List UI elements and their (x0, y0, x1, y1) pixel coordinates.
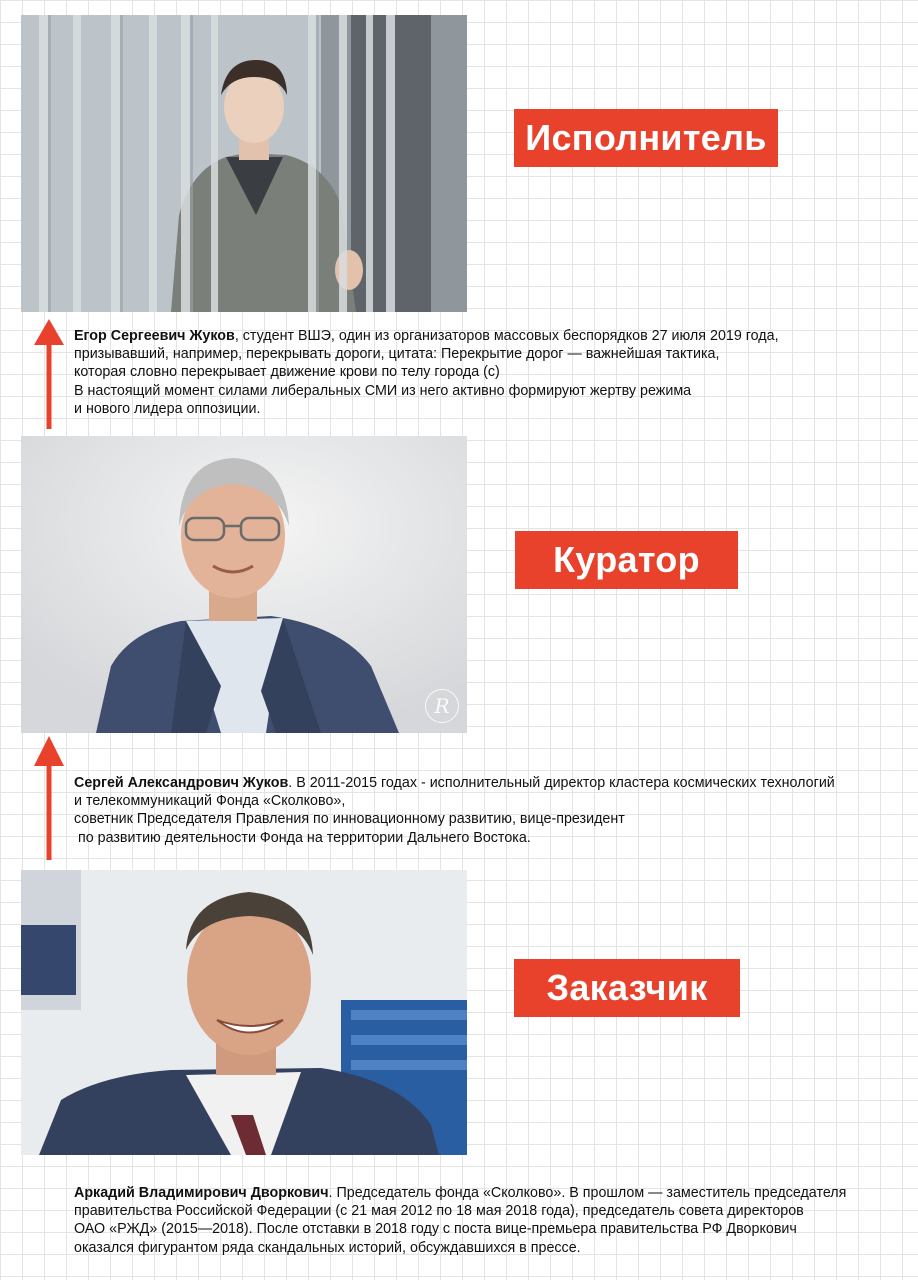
description-line: которая словно перекрывает движение крови по телу города (с) (74, 364, 500, 381)
role-label-curator (515, 531, 738, 589)
role-label-customer-text: Заказчик (546, 967, 708, 1008)
description-line: призывавший, например, перекрывать дороги, цитата: Перекрытие дорог — важнейшая тактика, (74, 346, 720, 363)
description-text: . В 2011-2015 годах - исполнительный директор кластера космических технологий (288, 775, 835, 791)
description-curator (74, 774, 835, 847)
description-line: по развитию деятельности Фонда на территории Дальнего Востока. (74, 829, 531, 846)
person-name: Аркадий Владимирович Дворкович (74, 1185, 329, 1201)
description-line: и телекоммуникаций Фонда «Сколково», (74, 793, 346, 810)
person-name: Сергей Александрович Жуков (74, 775, 289, 791)
role-label-executor-text: Исполнитель (525, 117, 767, 158)
description-line (74, 327, 779, 345)
role-label-curator-text: Куратор (553, 539, 700, 580)
role-label-executor (514, 109, 778, 167)
photo-executor (21, 15, 467, 312)
description-line: оказался фигурантом ряда скандальных историй, обсуждавшихся в прессе. (74, 1239, 581, 1256)
description-line: советник Председателя Правления по инновационному развитию, вице-президент (74, 811, 625, 828)
arrow-up-icon (34, 736, 64, 860)
description-executor (74, 327, 779, 418)
description-text: . Председатель фонда «Сколково». В прошлом — заместитель председателя (328, 1185, 847, 1201)
arrow-up-icon (34, 319, 64, 429)
description-text: , студент ВШЭ, один из организаторов массовых беспорядков 27 июля 2019 года, (234, 328, 779, 344)
role-label-customer (514, 959, 740, 1017)
description-line (74, 1184, 846, 1202)
description-line (74, 774, 835, 792)
description-line: и нового лидера оппозиции. (74, 400, 261, 417)
description-line: ОАО «РЖД» (2015—2018). После отставки в 2018 году с поста вице-премьера правительства РФ Дворкович (74, 1221, 797, 1238)
photo-curator (21, 436, 467, 733)
person-name: Егор Сергеевич Жуков (74, 328, 235, 344)
description-line: правительства Российской Федерации (с 21 мая 2012 по 18 мая 2018 года), председатель совета директоров (74, 1203, 804, 1220)
description-customer (74, 1184, 846, 1257)
photo-customer (21, 870, 467, 1155)
watermark-logo (425, 689, 459, 723)
watermark-letter: R (434, 694, 450, 718)
description-line: В настоящий момент силами либеральных СМИ из него активно формируют жертву режима (74, 382, 692, 399)
